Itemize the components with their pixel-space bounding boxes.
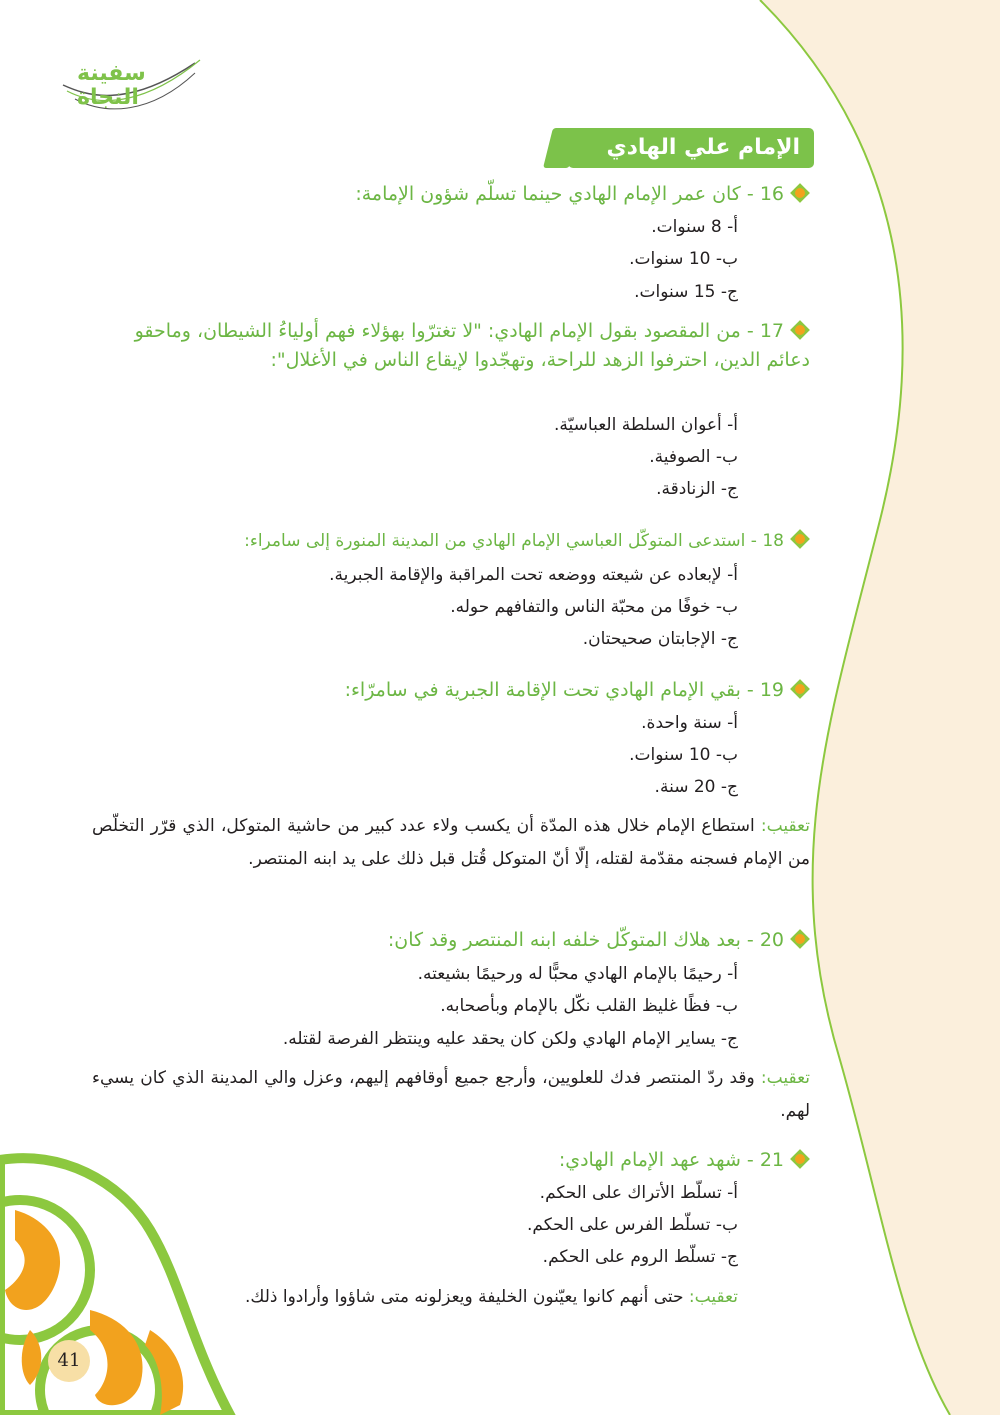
- option-a: أ- سنة واحدة.: [641, 713, 738, 733]
- flower-bullet-icon: [790, 320, 810, 340]
- question-number: 20: [759, 929, 784, 951]
- flower-bullet-icon: [790, 183, 810, 203]
- logo: [55, 55, 205, 125]
- note-text: وقد ردّ المنتصر فدك للعلويين، وأرجع جميع أوقافهم إليهم، وعزل والي المدينة الذي كان يسيء لهم.: [92, 1068, 810, 1121]
- section-title-banner: [568, 128, 814, 168]
- option-b: ب- فظًا غليظ القلب نكّل بالإمام وبأصحابه.: [440, 996, 738, 1016]
- option-b: ب- خوفًا من محبّة الناس والتفافهم حوله.: [450, 597, 738, 617]
- question-text: - بعد هلاك المتوكّل خلفه ابنه المنتصر وقد كان:: [387, 929, 754, 951]
- flower-bullet-icon: [790, 1149, 810, 1169]
- question-17: [98, 317, 810, 375]
- note-text: استطاع الإمام خلال هذه المدّة أن يكسب ولاء عدد كبير من حاشية المتوكل، الذي قرّر التخلّص من الإمام فسجنه مقدّمة لقتله، إلّا أنّ المتوكل قُتل قبل ذلك على يد ابنه المنتصر.: [92, 816, 810, 869]
- option-a: أ- أعوان السلطة العباسيّة.: [554, 415, 738, 435]
- question-number: 17: [759, 320, 784, 342]
- question-16: [190, 180, 810, 209]
- question-number: 16: [759, 183, 784, 205]
- question-text: - شهد عهد الإمام الهادي:: [558, 1149, 754, 1171]
- question-number: 19: [759, 679, 784, 701]
- note-20: [92, 1062, 810, 1128]
- logo-line-2: النجاة: [77, 85, 139, 110]
- question-text: - بقي الإمام الهادي تحت الإقامة الجبرية في سامرّاء:: [344, 679, 754, 701]
- option-b: ب- 10 سنوات.: [629, 745, 738, 765]
- note-label: تعقيب:: [688, 1287, 738, 1307]
- page-number: 41: [48, 1340, 90, 1382]
- flower-bullet-icon: [790, 529, 810, 549]
- option-b: ب- 10 سنوات.: [629, 249, 738, 269]
- note-label: تعقيب:: [760, 816, 810, 836]
- note-21: [138, 1281, 738, 1314]
- flower-bullet-icon: [790, 929, 810, 949]
- option-a: أ- لإبعاده عن شيعته ووضعه تحت المراقبة والإقامة الجبرية.: [329, 565, 738, 585]
- option-c: ج- يساير الإمام الهادي ولكن كان يحقد عليه وينتظر الفرصة لقتله.: [282, 1029, 738, 1049]
- note-text: حتى أنهم كانوا يعيّنون الخليفة ويعزلونه متى شاؤوا وأرادوا ذلك.: [244, 1287, 684, 1307]
- flower-bullet-icon: [790, 679, 810, 699]
- option-b: ب- الصوفية.: [649, 447, 738, 467]
- option-a: أ- رحيمًا بالإمام الهادي محبًّا له ورحيمًا بشيعته.: [417, 964, 738, 984]
- option-c: ج- الإجابتان صحيحتان.: [582, 629, 738, 649]
- question-number: 18: [762, 531, 784, 551]
- option-c: ج- 20 سنة.: [654, 777, 738, 797]
- logo-line-1: سفينة: [77, 61, 146, 86]
- option-b: ب- تسلّط الفرس على الحكم.: [527, 1215, 738, 1235]
- option-c: ج- الزنادقة.: [656, 479, 738, 499]
- peach-side-panel: [760, 0, 1000, 1415]
- note-19: [92, 810, 810, 876]
- question-text: - كان عمر الإمام الهادي حينما تسلّم شؤون الإمامة:: [355, 183, 754, 205]
- option-a: أ- 8 سنوات.: [651, 217, 738, 237]
- option-a: أ- تسلّط الأتراك على الحكم.: [539, 1183, 738, 1203]
- question-number: 21: [759, 1149, 784, 1171]
- question-20: [190, 926, 810, 955]
- question-18: [110, 527, 810, 556]
- question-19: [190, 676, 810, 705]
- option-c: ج- تسلّط الروم على الحكم.: [542, 1247, 738, 1267]
- question-text: - استدعى المتوكّل العباسي الإمام الهادي من المدينة المنورة إلى سامراء:: [244, 531, 757, 551]
- note-label: تعقيب:: [760, 1068, 811, 1088]
- option-c: ج- 15 سنوات.: [634, 282, 738, 302]
- section-title: الإمام علي الهادي: [606, 135, 800, 160]
- question-21: [190, 1146, 810, 1175]
- question-text: - من المقصود بقول الإمام الهادي: "لا تغترّوا بهؤلاء فهم أولياءُ الشيطان، وماحقو دعائم الدين، احترفوا الزهد للراحة، وتهجّدوا لإيقاع الناس في الأغلال":: [134, 320, 810, 371]
